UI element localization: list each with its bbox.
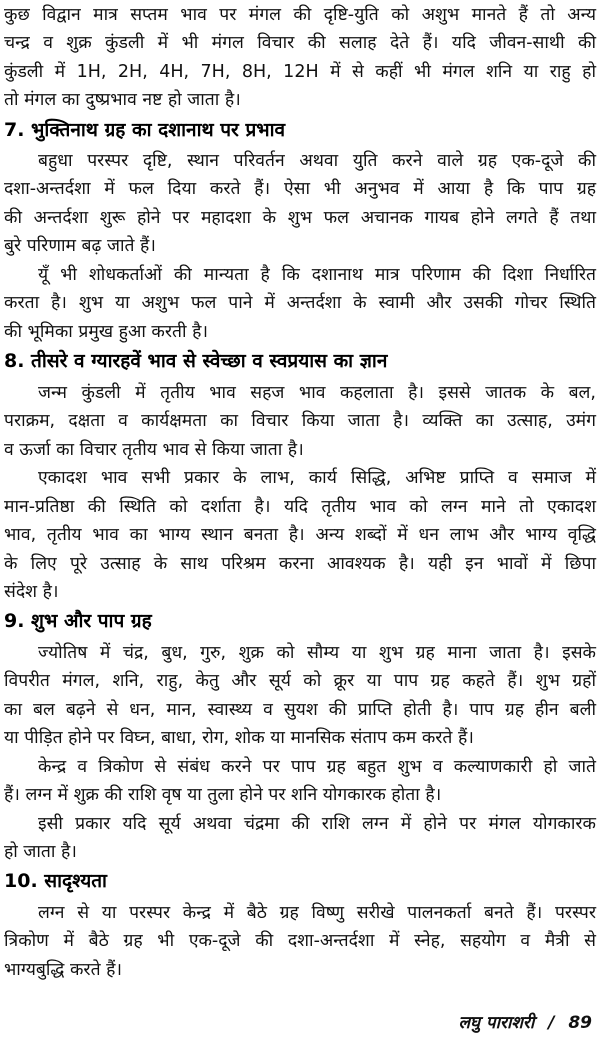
paragraph-line: यूँ भी शोधकर्ताओं की मान्यता है कि दशानाथ मात्र परिणाम की दिशा निर्धारित <box>38 265 596 285</box>
paragraph-line: हो जाता है। <box>4 842 77 862</box>
paragraph-line: बहुधा परस्पर दृष्टि, स्थान परिवर्तन अथवा युति करने वाले ग्रह एक-दूजे की <box>38 151 596 171</box>
paragraph-line: या पीड़ित होने पर विघ्न, बाधा, रोग, शोक या मानसिक संताप कम करते हैं। <box>4 728 474 748</box>
page-number: 89 <box>568 1013 592 1033</box>
paragraph-line: लग्न से या परस्पर केन्द्र में बैठे ग्रह विष्णु सरीखे पालनकर्ता बनते हैं। परस्पर <box>38 903 596 923</box>
intro-line: तो मंगल का दुष्प्रभाव नष्ट हो जाता है। <box>4 90 241 110</box>
page-footer <box>458 1010 592 1033</box>
paragraph-line: बुरे परिणाम बढ़ जाते हैं। <box>4 236 156 256</box>
paragraph-line: के लिए पूरे उत्साह के साथ परिश्रम करना आवश्यक है। यही इन भावों में छिपा <box>4 554 596 574</box>
paragraph-line: का बल बढ़ने से धन, मान, स्वास्थ्य व सुयश की प्राप्ति होती है। पाप ग्रह हीन बली <box>4 700 596 720</box>
paragraph-line: पराक्रम, दक्षता व कार्यक्षमता का विचार किया जाता है। व्यक्ति का उत्साह, उमंग <box>4 411 596 431</box>
paragraph-line: भाव, तृतीय भाव का भाग्य स्थान बनता है। अन्य शब्दों में धन लाभ और भाग्य वृद्धि <box>4 525 596 545</box>
paragraph-line: भाग्यबुद्धि करते हैं। <box>4 960 123 980</box>
intro-line: कुंडली में 1H, 2H, 4H, 7H, 8H, 12H में से कहीं भी मंगल शनि या राहु हो <box>4 62 596 82</box>
paragraph-line: संदेश है। <box>4 582 59 602</box>
paragraph-line: मान-प्रतिष्ठा की स्थिति को दर्शाता है। यदि तृतीय भाव को लग्न माने तो एकादश <box>4 497 596 517</box>
paragraph-line: केन्द्र व त्रिकोण से संबंध करने पर पाप ग्रह बहुत शुभ व कल्याणकारी हो जाते <box>38 757 596 777</box>
section-heading-10: 10. सादृश्यता <box>4 870 107 892</box>
paragraph-line: की भूमिका प्रमुख हुआ करती है। <box>4 322 209 342</box>
paragraph-line: इसी प्रकार यदि सूर्य अथवा चंद्रमा की राशि लग्न में होने पर मंगल योगकारक <box>38 814 596 834</box>
paragraph-line: दशा-अन्तर्दशा में फल दिया करते हैं। ऐसा भी अनुभव में आया है कि पाप ग्रह <box>4 179 596 199</box>
intro-line: कुछ विद्वान मात्र सप्तम भाव पर मंगल की दृष्टि-युति को अशुभ मानते हैं तो अन्य <box>4 5 596 25</box>
intro-line: चन्द्र व शुक्र कुंडली में भी मंगल विचार की सलाह देते हैं। यदि जीवन-साथी की <box>4 33 596 53</box>
section-heading-7: 7. भुक्तिनाथ ग्रह का दशानाथ पर प्रभाव <box>4 119 286 141</box>
paragraph-line: एकादश भाव सभी प्रकार के लाभ, कार्य सिद्धि, अभिष्ट प्राप्ति व समाज में <box>38 468 596 488</box>
book-title: लघु पाराशरी <box>458 1013 535 1033</box>
section-heading-8: 8. तीसरे व ग्यारहवें भाव से स्वेच्छा व स्वप्रयास का ज्ञान <box>4 350 388 372</box>
paragraph-line: की अन्तर्दशा शुरू होने पर महादशा के शुभ फल अचानक गायब होने लगते हैं तथा <box>4 208 596 228</box>
footer-separator: / <box>548 1013 555 1033</box>
paragraph-line: व ऊर्जा का विचार तृतीय भाव से किया जाता है। <box>4 440 304 460</box>
paragraph-line: विपरीत मंगल, शनि, राहु, केतु और सूर्य को क्रूर या पाप ग्रह कहते हैं। शुभ ग्रहों <box>4 671 596 691</box>
paragraph-line: त्रिकोण में बैठे ग्रह भी एक-दूजे की दशा-अन्तर्दशा में स्नेह, सहयोग व मैत्री से <box>4 931 596 951</box>
paragraph-line: करता है। शुभ या अशुभ फल पाने में अन्तर्दशा के स्वामी और उसकी गोचर स्थिति <box>4 293 596 313</box>
paragraph-line: जन्म कुंडली में तृतीय भाव सहज भाव कहलाता है। इससे जातक के बल, <box>38 383 596 403</box>
paragraph-line: हैं। लग्न में शुक्र की राशि वृष या तुला होने पर शनि योगकारक होता है। <box>4 785 442 805</box>
paragraph-line: ज्योतिष में चंद्र, बुध, गुरु, शुक्र को सौम्य या शुभ ग्रह माना जाता है। इसके <box>38 643 596 663</box>
section-heading-9: 9. शुभ और पाप ग्रह <box>4 610 152 632</box>
